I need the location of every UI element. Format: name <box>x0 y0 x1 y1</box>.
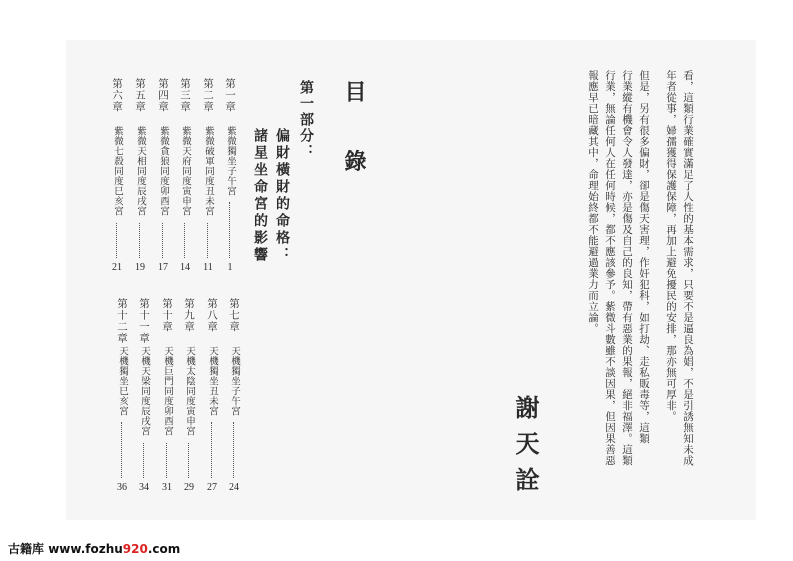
preface-line: 報應早已暗藏其中，命理始終都不能避過業力而立論。 <box>587 70 599 334</box>
toc-chapter-number: 第五章 <box>134 78 146 113</box>
toc-page-number: 34 <box>139 482 149 493</box>
toc-dot-leader <box>121 422 122 479</box>
toc-chapter-title: 天機天梁同度辰戌宮 <box>139 346 150 436</box>
toc-entry <box>159 298 175 498</box>
toc-page-number: 21 <box>112 262 122 273</box>
toc-page-number: 36 <box>117 482 127 493</box>
toc-dot-leader <box>184 223 185 259</box>
toc-chapter-number: 第二章 <box>202 78 214 113</box>
toc-dot-leader <box>139 223 140 259</box>
toc-heading: 目 錄 <box>341 80 366 192</box>
part-label: 第一部分： <box>298 80 314 160</box>
toc-dot-leader <box>207 223 208 259</box>
toc-page-number: 31 <box>162 482 172 493</box>
toc-chapter-title: 天機巨門同度卯酉宮 <box>162 346 173 436</box>
toc-chapter-number: 第四章 <box>157 78 169 113</box>
toc-chapter-number: 第十章 <box>161 298 173 333</box>
preface-line: 行業，無論任何人在任何時候，都不應該參予。紫微斗數雖不談因果，但因果善惡 <box>604 70 616 466</box>
toc-chapter-number: 第六章 <box>111 78 123 113</box>
toc-entry <box>204 298 220 498</box>
toc-entry <box>109 78 125 278</box>
toc-entry <box>226 298 242 498</box>
preface-line: 但是，另有很多偏財，卻是傷天害理，作奸犯科，如打劫、走私販毒等，這類 <box>638 70 650 444</box>
toc-dot-leader <box>229 202 230 259</box>
toc-chapter-title: 紫微七殺同度巳亥宮 <box>112 126 123 216</box>
toc-chapter-title: 天機太陰同度寅申宮 <box>184 346 195 436</box>
toc-page-number: 11 <box>203 262 213 273</box>
toc-dot-leader <box>162 223 163 259</box>
part-title: 偏財橫財的命格： <box>274 128 290 264</box>
toc-chapter-number: 第十一章 <box>138 298 150 344</box>
site-url-digits: 920 <box>122 542 148 556</box>
toc-dot-leader <box>143 443 144 479</box>
toc-entry <box>155 78 171 278</box>
toc-entry <box>132 78 148 278</box>
toc-chapter-title: 紫微天相同度辰戌宮 <box>135 126 146 216</box>
toc-chapter-title: 紫微獨坐子午宮 <box>225 126 236 196</box>
toc-entry <box>136 298 152 498</box>
site-name: 古籍库 <box>8 542 45 556</box>
toc-dot-leader <box>116 223 117 259</box>
toc-dot-leader <box>211 422 212 479</box>
toc-chapter-number: 第九章 <box>183 298 195 333</box>
toc-page-number: 19 <box>135 262 145 273</box>
part-subtitle: 諸星坐命宮的影響 <box>252 128 268 264</box>
author-name: 謝天詮 <box>511 395 539 503</box>
toc-entry <box>177 78 193 278</box>
toc-chapter-title: 紫微破軍同度丑未宮 <box>203 126 214 216</box>
toc-dot-leader <box>233 422 234 479</box>
preface-line: 行業縱有機會令人發達，亦是傷及自己的良知，帶有惡業的果報，絕非福澤。這類 <box>621 70 633 466</box>
site-url-suffix: .com <box>147 542 181 556</box>
toc-chapter-number: 第三章 <box>179 78 191 113</box>
toc-entry <box>222 78 238 278</box>
toc-page-number: 29 <box>184 482 194 493</box>
toc-dot-leader <box>166 443 167 479</box>
toc-chapter-title: 紫微貪狼同度卯酉宮 <box>158 126 169 216</box>
toc-page-number: 17 <box>158 262 168 273</box>
toc-chapter-title: 天機獨坐丑未宮 <box>207 346 218 416</box>
preface-line: 看，這類行業確實滿足了人性的基本需求，只要不是逼良為娼，不是引誘無知未成 <box>682 70 694 466</box>
toc-dot-leader <box>188 443 189 479</box>
toc-entry <box>114 298 130 498</box>
toc-page-number: 14 <box>180 262 190 273</box>
toc-chapter-title: 天機獨坐子午宮 <box>229 346 240 416</box>
toc-chapter-title: 紫微天府同度寅申宮 <box>180 126 191 216</box>
toc-chapter-title: 天機獨坐巳亥宮 <box>117 346 128 416</box>
site-url <box>48 542 180 556</box>
site-watermark <box>8 540 180 557</box>
toc-page-number: 1 <box>227 262 233 273</box>
site-url-prefix: www.fozhu <box>48 542 123 556</box>
toc-entry <box>181 298 197 498</box>
toc-page-number: 27 <box>207 482 217 493</box>
toc-page-number: 24 <box>229 482 239 493</box>
toc-chapter-number: 第一章 <box>224 78 236 113</box>
toc-chapter-number: 第七章 <box>228 298 240 333</box>
toc-chapter-number: 第八章 <box>206 298 218 333</box>
toc-entry <box>200 78 216 278</box>
toc-chapter-number: 第十二章 <box>116 298 128 344</box>
preface-line: 年者從事，婦孺獲得保護保障，再加上避免擾民的安排，那亦無可厚非。 <box>665 70 677 422</box>
